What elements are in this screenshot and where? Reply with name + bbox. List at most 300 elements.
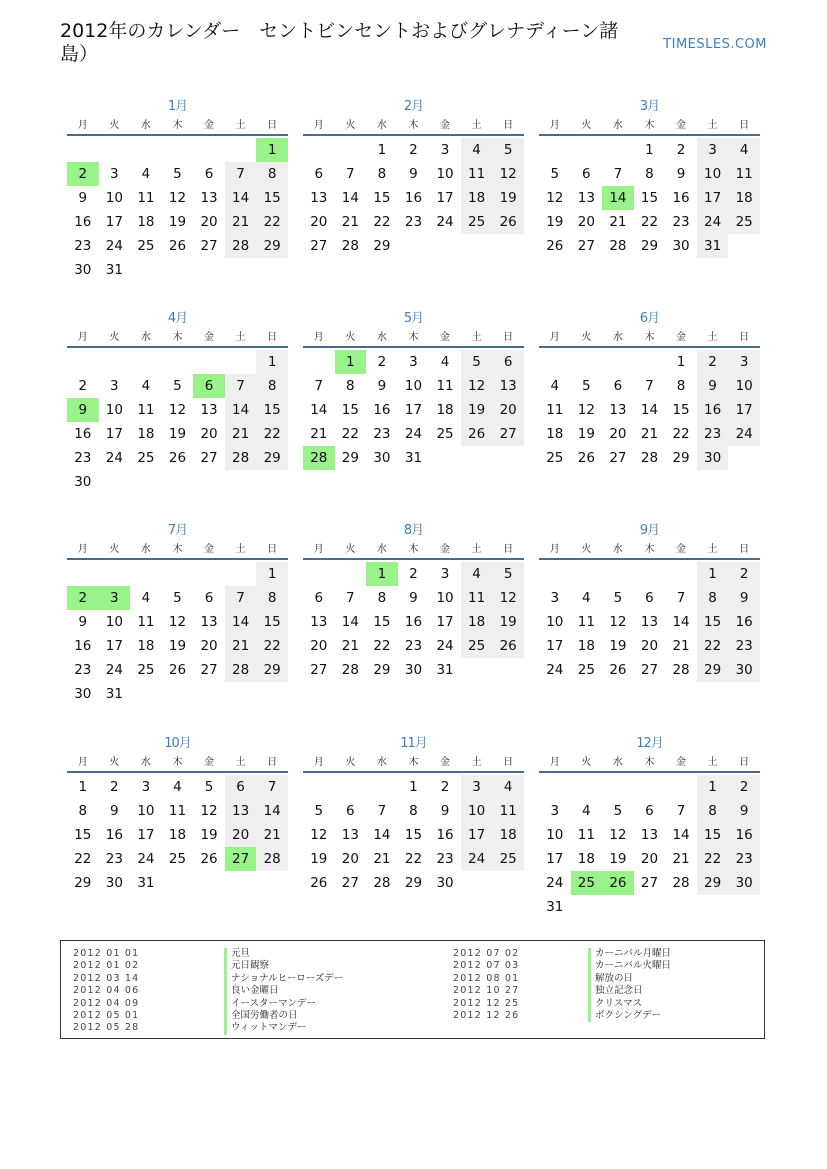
day-cell[interactable]: 16 xyxy=(404,190,423,206)
day-cell[interactable]: 18 xyxy=(461,186,493,210)
day-cell[interactable]: 12 xyxy=(168,402,187,418)
day-cell[interactable]: 10 xyxy=(105,402,123,418)
day-cell[interactable]: 7 xyxy=(225,162,257,186)
day-cell[interactable]: 12 xyxy=(609,614,627,630)
day-cell[interactable]: 5 xyxy=(461,350,493,374)
day-cell[interactable]: 27 xyxy=(609,450,627,466)
day-cell[interactable]: 18 xyxy=(436,402,454,418)
day-cell[interactable]: 30 xyxy=(436,875,454,891)
day-cell[interactable]: 15 xyxy=(697,610,729,634)
day-cell[interactable]: 14 xyxy=(672,827,690,843)
day-cell[interactable]: 22 xyxy=(697,847,729,871)
day-cell[interactable]: 30 xyxy=(74,474,92,490)
day-cell[interactable]: 22 xyxy=(256,634,288,658)
day-cell[interactable]: 7 xyxy=(225,374,257,398)
day-cell[interactable]: 21 xyxy=(225,634,257,658)
day-cell[interactable]: 21 xyxy=(609,214,627,230)
day-cell[interactable]: 26 xyxy=(609,662,627,678)
holiday-cell[interactable]: 2 xyxy=(67,586,99,610)
day-cell[interactable]: 28 xyxy=(672,662,690,678)
day-cell[interactable]: 2 xyxy=(110,779,119,795)
day-cell[interactable]: 31 xyxy=(436,662,454,678)
day-cell[interactable]: 1 xyxy=(78,779,88,795)
day-cell[interactable]: 9 xyxy=(78,190,88,206)
day-cell[interactable]: 13 xyxy=(200,190,218,206)
day-cell[interactable]: 4 xyxy=(141,590,151,606)
day-cell[interactable]: 23 xyxy=(728,847,760,871)
day-cell[interactable]: 10 xyxy=(728,374,760,398)
day-cell[interactable]: 5 xyxy=(613,590,623,606)
day-cell[interactable]: 21 xyxy=(672,638,690,654)
day-cell[interactable]: 15 xyxy=(341,402,359,418)
day-cell[interactable]: 23 xyxy=(74,238,92,254)
day-cell[interactable]: 9 xyxy=(440,803,450,819)
day-cell[interactable]: 14 xyxy=(672,614,690,630)
day-cell[interactable]: 17 xyxy=(728,398,760,422)
day-cell[interactable]: 27 xyxy=(200,450,218,466)
day-cell[interactable]: 29 xyxy=(256,234,288,258)
day-cell[interactable]: 2 xyxy=(409,142,418,158)
day-cell[interactable]: 17 xyxy=(105,426,123,442)
day-cell[interactable]: 10 xyxy=(105,614,123,630)
day-cell[interactable]: 3 xyxy=(697,138,729,162)
day-cell[interactable]: 18 xyxy=(577,638,595,654)
day-cell[interactable]: 13 xyxy=(200,402,218,418)
day-cell[interactable]: 4 xyxy=(440,354,450,370)
day-cell[interactable]: 18 xyxy=(168,827,187,843)
day-cell[interactable]: 16 xyxy=(74,638,92,654)
day-cell[interactable]: 8 xyxy=(377,590,387,606)
day-cell[interactable]: 9 xyxy=(409,590,418,606)
day-cell[interactable]: 20 xyxy=(492,398,524,422)
day-cell[interactable]: 26 xyxy=(492,634,524,658)
day-cell[interactable]: 29 xyxy=(256,658,288,682)
day-cell[interactable]: 10 xyxy=(137,803,155,819)
day-cell[interactable]: 27 xyxy=(200,662,218,678)
day-cell[interactable]: 16 xyxy=(74,214,92,230)
day-cell[interactable]: 12 xyxy=(461,374,493,398)
day-cell[interactable]: 19 xyxy=(461,398,493,422)
day-cell[interactable]: 11 xyxy=(577,614,595,630)
day-cell[interactable]: 13 xyxy=(577,190,595,206)
day-cell[interactable]: 12 xyxy=(492,586,524,610)
day-cell[interactable]: 6 xyxy=(582,166,591,182)
day-cell[interactable]: 4 xyxy=(141,166,151,182)
day-cell[interactable]: 26 xyxy=(461,422,493,446)
day-cell[interactable]: 20 xyxy=(310,638,328,654)
day-cell[interactable]: 21 xyxy=(256,823,288,847)
day-cell[interactable]: 19 xyxy=(492,610,524,634)
day-cell[interactable]: 16 xyxy=(373,402,391,418)
day-cell[interactable]: 2 xyxy=(676,142,686,158)
day-cell[interactable]: 5 xyxy=(173,166,182,182)
day-cell[interactable]: 1 xyxy=(697,775,729,799)
day-cell[interactable]: 8 xyxy=(645,166,654,182)
day-cell[interactable]: 30 xyxy=(672,238,690,254)
day-cell[interactable]: 3 xyxy=(110,378,119,394)
day-cell[interactable]: 15 xyxy=(256,186,288,210)
day-cell[interactable]: 29 xyxy=(640,238,659,254)
day-cell[interactable]: 1 xyxy=(676,354,686,370)
day-cell[interactable]: 13 xyxy=(200,614,218,630)
day-cell[interactable]: 4 xyxy=(461,562,493,586)
day-cell[interactable]: 9 xyxy=(728,586,760,610)
day-cell[interactable]: 11 xyxy=(492,799,524,823)
day-cell[interactable]: 16 xyxy=(105,827,123,843)
day-cell[interactable]: 1 xyxy=(256,350,288,374)
day-cell[interactable]: 14 xyxy=(225,398,257,422)
day-cell[interactable]: 20 xyxy=(577,214,595,230)
day-cell[interactable]: 23 xyxy=(74,662,92,678)
day-cell[interactable]: 30 xyxy=(373,450,391,466)
day-cell[interactable]: 17 xyxy=(546,851,564,867)
day-cell[interactable]: 18 xyxy=(546,426,564,442)
day-cell[interactable]: 18 xyxy=(492,823,524,847)
day-cell[interactable]: 3 xyxy=(461,775,493,799)
day-cell[interactable]: 20 xyxy=(225,823,257,847)
day-cell[interactable]: 19 xyxy=(492,186,524,210)
day-cell[interactable]: 24 xyxy=(105,450,123,466)
day-cell[interactable]: 11 xyxy=(436,378,454,394)
day-cell[interactable]: 20 xyxy=(640,851,659,867)
day-cell[interactable]: 31 xyxy=(546,899,564,915)
day-cell[interactable]: 29 xyxy=(341,450,359,466)
day-cell[interactable]: 18 xyxy=(577,851,595,867)
day-cell[interactable]: 29 xyxy=(697,658,729,682)
day-cell[interactable]: 6 xyxy=(645,590,654,606)
day-cell[interactable]: 25 xyxy=(492,847,524,871)
day-cell[interactable]: 23 xyxy=(404,214,423,230)
day-cell[interactable]: 24 xyxy=(404,426,423,442)
day-cell[interactable]: 18 xyxy=(137,426,155,442)
day-cell[interactable]: 29 xyxy=(373,662,391,678)
day-cell[interactable]: 15 xyxy=(256,610,288,634)
day-cell[interactable]: 7 xyxy=(225,586,257,610)
day-cell[interactable]: 1 xyxy=(645,142,654,158)
day-cell[interactable]: 14 xyxy=(225,186,257,210)
day-cell[interactable]: 28 xyxy=(225,446,257,470)
day-cell[interactable]: 18 xyxy=(137,638,155,654)
day-cell[interactable]: 21 xyxy=(341,638,359,654)
day-cell[interactable]: 12 xyxy=(200,803,218,819)
day-cell[interactable]: 29 xyxy=(697,871,729,895)
day-cell[interactable]: 20 xyxy=(200,638,218,654)
day-cell[interactable]: 24 xyxy=(137,851,155,867)
day-cell[interactable]: 4 xyxy=(173,779,182,795)
day-cell[interactable]: 23 xyxy=(728,634,760,658)
day-cell[interactable]: 23 xyxy=(74,450,92,466)
day-cell[interactable]: 26 xyxy=(200,851,218,867)
day-cell[interactable]: 26 xyxy=(168,450,187,466)
day-cell[interactable]: 19 xyxy=(546,214,564,230)
day-cell[interactable]: 31 xyxy=(105,262,123,278)
day-cell[interactable]: 17 xyxy=(697,186,729,210)
day-cell[interactable]: 16 xyxy=(74,426,92,442)
day-cell[interactable]: 11 xyxy=(461,586,493,610)
day-cell[interactable]: 14 xyxy=(640,402,659,418)
day-cell[interactable]: 9 xyxy=(409,166,418,182)
day-cell[interactable]: 13 xyxy=(225,799,257,823)
day-cell[interactable]: 17 xyxy=(436,614,454,630)
day-cell[interactable]: 17 xyxy=(461,823,493,847)
day-cell[interactable]: 25 xyxy=(137,238,155,254)
day-cell[interactable]: 2 xyxy=(377,354,387,370)
day-cell[interactable]: 25 xyxy=(436,426,454,442)
day-cell[interactable]: 25 xyxy=(461,210,493,234)
day-cell[interactable]: 13 xyxy=(310,614,328,630)
day-cell[interactable]: 23 xyxy=(436,851,454,867)
day-cell[interactable]: 27 xyxy=(200,238,218,254)
day-cell[interactable]: 5 xyxy=(492,138,524,162)
day-cell[interactable]: 11 xyxy=(137,190,155,206)
day-cell[interactable]: 14 xyxy=(373,827,391,843)
day-cell[interactable]: 17 xyxy=(105,638,123,654)
day-cell[interactable]: 3 xyxy=(550,590,560,606)
day-cell[interactable]: 8 xyxy=(256,162,288,186)
day-cell[interactable]: 28 xyxy=(609,238,627,254)
day-cell[interactable]: 20 xyxy=(200,426,218,442)
day-cell[interactable]: 4 xyxy=(550,378,560,394)
day-cell[interactable]: 22 xyxy=(672,426,690,442)
day-cell[interactable]: 13 xyxy=(609,402,627,418)
site-logo[interactable]: TIMESLES.COM xyxy=(663,37,767,52)
day-cell[interactable]: 25 xyxy=(137,662,155,678)
day-cell[interactable]: 8 xyxy=(697,799,729,823)
day-cell[interactable]: 10 xyxy=(436,166,454,182)
day-cell[interactable]: 28 xyxy=(225,234,257,258)
holiday-cell[interactable]: 14 xyxy=(602,186,634,210)
day-cell[interactable]: 20 xyxy=(609,426,627,442)
day-cell[interactable]: 30 xyxy=(728,871,760,895)
day-cell[interactable]: 19 xyxy=(168,426,187,442)
day-cell[interactable]: 7 xyxy=(613,166,623,182)
day-cell[interactable]: 12 xyxy=(577,402,595,418)
day-cell[interactable]: 15 xyxy=(373,190,391,206)
day-cell[interactable]: 26 xyxy=(310,875,328,891)
day-cell[interactable]: 27 xyxy=(310,238,328,254)
day-cell[interactable]: 3 xyxy=(409,354,418,370)
day-cell[interactable]: 15 xyxy=(373,614,391,630)
day-cell[interactable]: 27 xyxy=(492,422,524,446)
day-cell[interactable]: 28 xyxy=(341,238,359,254)
day-cell[interactable]: 4 xyxy=(582,590,591,606)
day-cell[interactable]: 19 xyxy=(200,827,218,843)
day-cell[interactable]: 5 xyxy=(550,166,560,182)
day-cell[interactable]: 3 xyxy=(550,803,560,819)
day-cell[interactable]: 19 xyxy=(609,638,627,654)
day-cell[interactable]: 17 xyxy=(436,190,454,206)
day-cell[interactable]: 25 xyxy=(461,634,493,658)
day-cell[interactable]: 27 xyxy=(577,238,595,254)
day-cell[interactable]: 15 xyxy=(256,398,288,422)
day-cell[interactable]: 19 xyxy=(609,851,627,867)
day-cell[interactable]: 5 xyxy=(613,803,623,819)
day-cell[interactable]: 28 xyxy=(341,662,359,678)
day-cell[interactable]: 9 xyxy=(728,799,760,823)
day-cell[interactable]: 22 xyxy=(256,210,288,234)
day-cell[interactable]: 3 xyxy=(440,566,450,582)
day-cell[interactable]: 5 xyxy=(204,779,214,795)
day-cell[interactable]: 4 xyxy=(141,378,151,394)
day-cell[interactable]: 15 xyxy=(404,827,423,843)
day-cell[interactable]: 16 xyxy=(404,614,423,630)
day-cell[interactable]: 8 xyxy=(697,586,729,610)
day-cell[interactable]: 23 xyxy=(672,214,690,230)
day-cell[interactable]: 9 xyxy=(78,614,88,630)
day-cell[interactable]: 11 xyxy=(168,803,187,819)
day-cell[interactable]: 7 xyxy=(377,803,387,819)
day-cell[interactable]: 24 xyxy=(436,214,454,230)
day-cell[interactable]: 10 xyxy=(105,190,123,206)
holiday-cell[interactable]: 1 xyxy=(256,138,288,162)
day-cell[interactable]: 17 xyxy=(137,827,155,843)
day-cell[interactable]: 5 xyxy=(492,562,524,586)
day-cell[interactable]: 22 xyxy=(256,422,288,446)
day-cell[interactable]: 15 xyxy=(697,823,729,847)
day-cell[interactable]: 22 xyxy=(373,638,391,654)
day-cell[interactable]: 22 xyxy=(404,851,423,867)
day-cell[interactable]: 31 xyxy=(404,450,423,466)
day-cell[interactable]: 26 xyxy=(168,238,187,254)
day-cell[interactable]: 7 xyxy=(676,590,686,606)
day-cell[interactable]: 13 xyxy=(341,827,359,843)
day-cell[interactable]: 29 xyxy=(256,446,288,470)
day-cell[interactable]: 15 xyxy=(672,402,690,418)
day-cell[interactable]: 22 xyxy=(74,851,92,867)
day-cell[interactable]: 6 xyxy=(492,350,524,374)
day-cell[interactable]: 7 xyxy=(645,378,654,394)
day-cell[interactable]: 5 xyxy=(314,803,324,819)
day-cell[interactable]: 28 xyxy=(640,450,659,466)
day-cell[interactable]: 12 xyxy=(609,827,627,843)
day-cell[interactable]: 27 xyxy=(640,875,659,891)
day-cell[interactable]: 8 xyxy=(346,378,355,394)
holiday-cell[interactable]: 1 xyxy=(366,562,398,586)
day-cell[interactable]: 6 xyxy=(314,590,324,606)
day-cell[interactable]: 13 xyxy=(492,374,524,398)
day-cell[interactable]: 14 xyxy=(256,799,288,823)
day-cell[interactable]: 29 xyxy=(672,450,690,466)
day-cell[interactable]: 31 xyxy=(137,875,155,891)
day-cell[interactable]: 10 xyxy=(546,827,564,843)
day-cell[interactable]: 11 xyxy=(577,827,595,843)
day-cell[interactable]: 24 xyxy=(105,662,123,678)
day-cell[interactable]: 14 xyxy=(341,190,359,206)
day-cell[interactable]: 2 xyxy=(697,350,729,374)
day-cell[interactable]: 24 xyxy=(697,210,729,234)
day-cell[interactable]: 23 xyxy=(373,426,391,442)
day-cell[interactable]: 7 xyxy=(314,378,324,394)
day-cell[interactable]: 19 xyxy=(310,851,328,867)
day-cell[interactable]: 6 xyxy=(225,775,257,799)
day-cell[interactable]: 12 xyxy=(168,190,187,206)
day-cell[interactable]: 8 xyxy=(409,803,418,819)
day-cell[interactable]: 11 xyxy=(546,402,564,418)
holiday-cell[interactable]: 26 xyxy=(602,871,634,895)
day-cell[interactable]: 31 xyxy=(697,234,729,258)
day-cell[interactable]: 12 xyxy=(546,190,564,206)
holiday-cell[interactable]: 9 xyxy=(67,398,99,422)
day-cell[interactable]: 2 xyxy=(78,378,88,394)
day-cell[interactable]: 18 xyxy=(137,214,155,230)
day-cell[interactable]: 16 xyxy=(672,190,690,206)
day-cell[interactable]: 1 xyxy=(377,142,387,158)
day-cell[interactable]: 29 xyxy=(74,875,92,891)
day-cell[interactable]: 29 xyxy=(404,875,423,891)
holiday-cell[interactable]: 27 xyxy=(225,847,257,871)
day-cell[interactable]: 18 xyxy=(728,186,760,210)
day-cell[interactable]: 15 xyxy=(640,190,659,206)
day-cell[interactable]: 6 xyxy=(204,590,214,606)
day-cell[interactable]: 30 xyxy=(728,658,760,682)
day-cell[interactable]: 13 xyxy=(640,827,659,843)
day-cell[interactable]: 25 xyxy=(137,450,155,466)
day-cell[interactable]: 21 xyxy=(225,210,257,234)
day-cell[interactable]: 28 xyxy=(256,847,288,871)
day-cell[interactable]: 16 xyxy=(728,823,760,847)
day-cell[interactable]: 20 xyxy=(341,851,359,867)
day-cell[interactable]: 21 xyxy=(341,214,359,230)
day-cell[interactable]: 21 xyxy=(672,851,690,867)
day-cell[interactable]: 22 xyxy=(341,426,359,442)
day-cell[interactable]: 11 xyxy=(461,162,493,186)
day-cell[interactable]: 21 xyxy=(310,426,328,442)
day-cell[interactable]: 25 xyxy=(577,662,595,678)
holiday-cell[interactable]: 25 xyxy=(571,871,603,895)
day-cell[interactable]: 12 xyxy=(492,162,524,186)
day-cell[interactable]: 5 xyxy=(582,378,591,394)
day-cell[interactable]: 22 xyxy=(640,214,659,230)
day-cell[interactable]: 10 xyxy=(546,614,564,630)
day-cell[interactable]: 7 xyxy=(346,590,355,606)
day-cell[interactable]: 31 xyxy=(105,686,123,702)
day-cell[interactable]: 22 xyxy=(697,634,729,658)
day-cell[interactable]: 20 xyxy=(310,214,328,230)
day-cell[interactable]: 22 xyxy=(373,214,391,230)
day-cell[interactable]: 11 xyxy=(137,614,155,630)
holiday-cell[interactable]: 3 xyxy=(99,586,131,610)
day-cell[interactable]: 26 xyxy=(577,450,595,466)
day-cell[interactable]: 30 xyxy=(105,875,123,891)
day-cell[interactable]: 1 xyxy=(409,779,418,795)
day-cell[interactable]: 19 xyxy=(577,426,595,442)
day-cell[interactable]: 25 xyxy=(168,851,187,867)
day-cell[interactable]: 2 xyxy=(728,562,760,586)
day-cell[interactable]: 6 xyxy=(645,803,654,819)
day-cell[interactable]: 13 xyxy=(640,614,659,630)
day-cell[interactable]: 5 xyxy=(173,590,182,606)
day-cell[interactable]: 10 xyxy=(697,162,729,186)
day-cell[interactable]: 17 xyxy=(105,214,123,230)
day-cell[interactable]: 9 xyxy=(697,374,729,398)
day-cell[interactable]: 25 xyxy=(546,450,564,466)
day-cell[interactable]: 1 xyxy=(697,562,729,586)
day-cell[interactable]: 8 xyxy=(377,166,387,182)
day-cell[interactable]: 24 xyxy=(728,422,760,446)
day-cell[interactable]: 6 xyxy=(613,378,623,394)
day-cell[interactable]: 29 xyxy=(373,238,391,254)
day-cell[interactable]: 2 xyxy=(409,566,418,582)
day-cell[interactable]: 14 xyxy=(225,610,257,634)
day-cell[interactable]: 11 xyxy=(137,402,155,418)
day-cell[interactable]: 24 xyxy=(461,847,493,871)
day-cell[interactable]: 27 xyxy=(341,875,359,891)
day-cell[interactable]: 16 xyxy=(436,827,454,843)
day-cell[interactable]: 7 xyxy=(256,775,288,799)
day-cell[interactable]: 8 xyxy=(78,803,88,819)
day-cell[interactable]: 21 xyxy=(225,422,257,446)
day-cell[interactable]: 21 xyxy=(640,426,659,442)
